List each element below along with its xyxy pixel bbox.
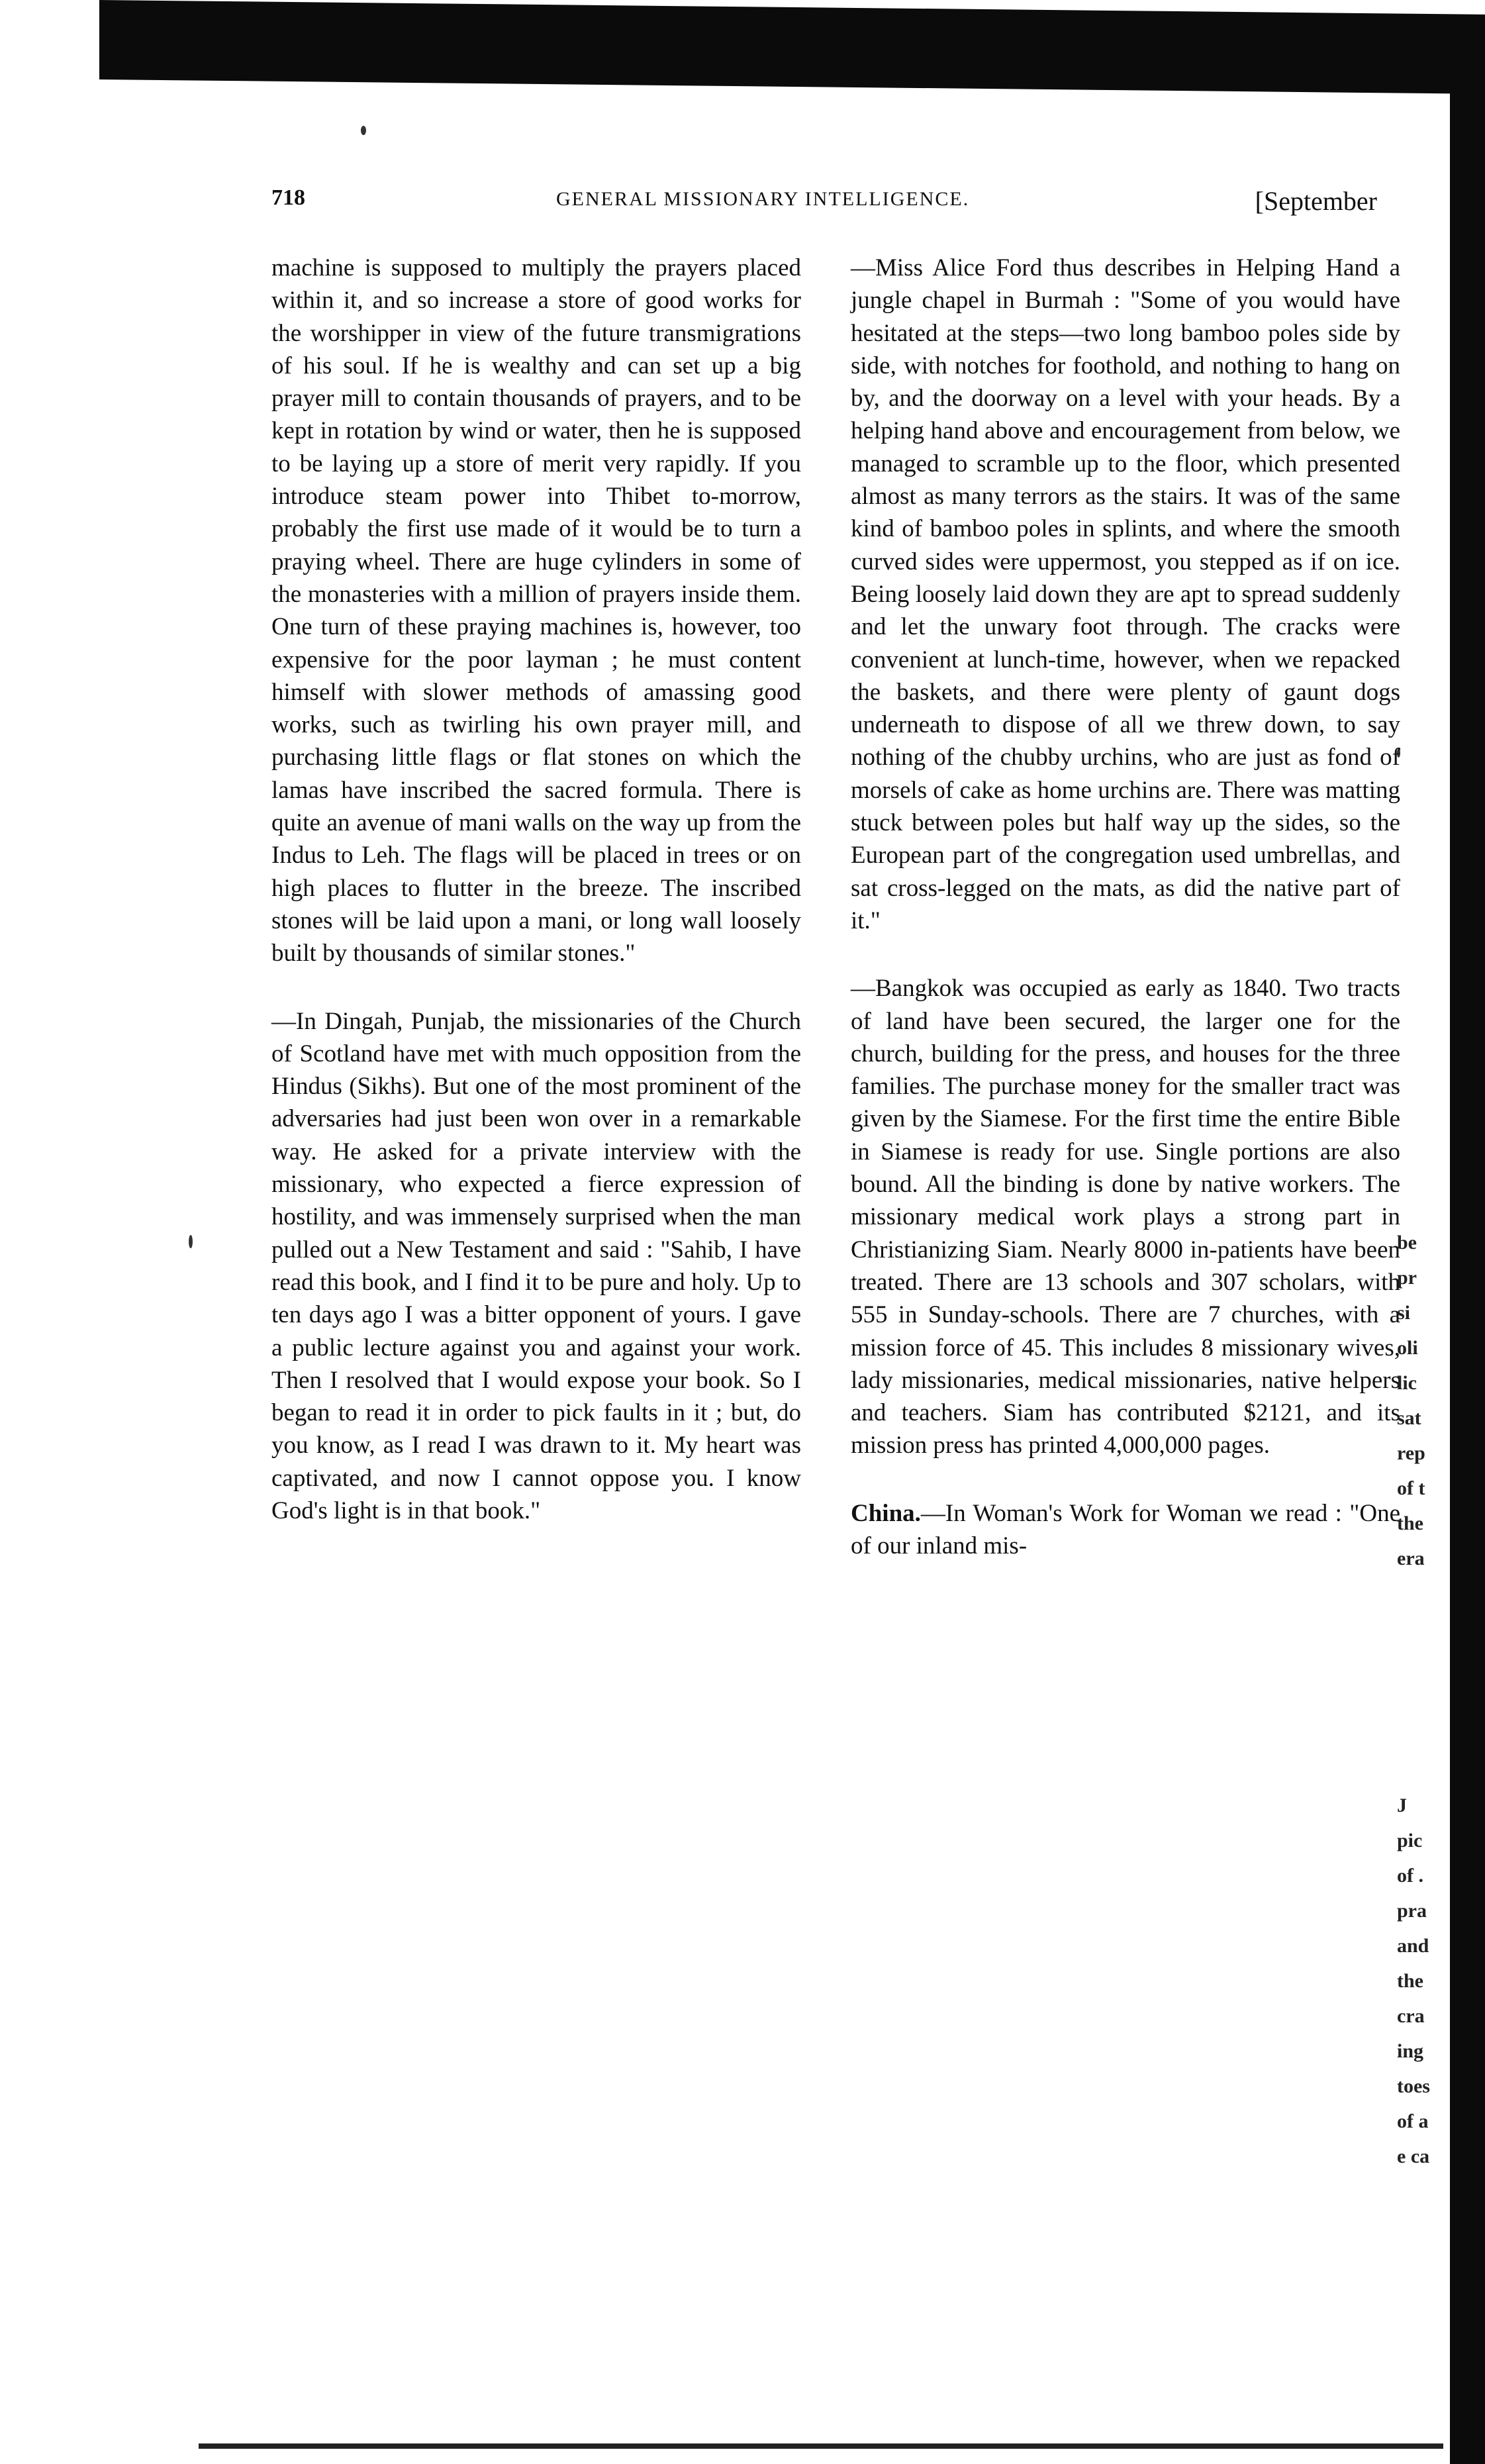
paragraph-china: [851, 1497, 1400, 1563]
edge-fragment: of t: [1397, 1477, 1425, 1499]
paragraph-prayer-mills: machine is supposed to multiply the prayers placed within it, and so increase a store of good works for the worshipper in view of the future transmigrations of his soul. If he is wealthy and can set up a big prayer mill to contain thousands of prayers, and to be kept in rotation by wind or water, then he is supposed to be laying up a store of merit very rapidly. If you introduce steam power into Thibet to-morrow, probably the first use made of it would be to turn a praying wheel. There are huge cylinders in some of the monasteries with a million of prayers inside them. One turn of these praying machines is, however, too expensive for the poor layman ; he must content himself with slower methods of amassing good works, such as twirling his own prayer mill, and purchasing little flags or flat stones on which the lamas have inscribed the sacred formula. There is quite an avenue of mani walls on the way up from the Indus to Leh. The flags will be placed in trees or on high places to flutter in the breeze. The inscribed stones will be laid upon a mani, or long wall loosely built by thousands of similar stones.": [271, 254, 801, 967]
scan-speck: [189, 1235, 193, 1248]
edge-fragment: ing: [1397, 2040, 1424, 2062]
scan-speck: [361, 126, 366, 135]
left-column: [271, 252, 801, 1527]
edge-fragment: of .: [1397, 1865, 1423, 1887]
edge-fragment: si: [1397, 1302, 1411, 1324]
scan-shadow-top: [99, 0, 1485, 94]
scan-shadow-bottom: [199, 2443, 1443, 2449]
scan-shadow-right: [1450, 53, 1485, 2464]
right-column: [851, 252, 1400, 1562]
edge-fragment: pr: [1397, 1267, 1417, 1289]
edge-fragment: the: [1397, 1970, 1423, 1992]
edge-fragment: and: [1397, 1935, 1429, 1957]
paragraph-bangkok-mission: —Bangkok was occupied as early as 1840. Two tracts of land have been secured, the larger one for the church, building for the press, and houses for the three families. The purchase money for the smaller tract was given by the Siamese. For the first time the entire Bible in Siamese is ready for use. Single portions are also bound. All the binding is done by native workers. The missionary medical work plays a strong part in Christianizing Siam. Nearly 8000 in-patients have been treated. There are 13 schools and 307 scholars, with 555 in Sunday-schools. There are 7 churches, with a mission force of 45. This includes 8 missionary wives, lady missionaries, medical missionaries, native helpers and teachers. Siam has contributed $2121, and its mission press has printed 4,000,000 pages.: [851, 975, 1400, 1459]
edge-fragment: toes: [1397, 2075, 1430, 2097]
edge-fragment: cra: [1397, 2005, 1425, 2027]
edge-fragments-upper: [1397, 1225, 1447, 1576]
running-header: [271, 185, 1377, 225]
paragraph-burmah-jungle-chapel: —Miss Alice Ford thus describes in Helping Hand a jungle chapel in Burmah : "Some of you would have hesitated at the steps—two long bamboo poles side by side, with notches for foothold, and nothing to hang on by, and the doorway on a level with your heads. By a helping hand above and encouragement from below, we managed to scramble up to the floor, which presented almost as many terrors as the stairs. It was of the same kind of bamboo poles in splints, and where the smooth curved sides were uppermost, you stepped as if on ice. Being loosely laid down they are apt to spread suddenly and let the unwary foot through. The cracks were convenient at lunch-time, however, when we repacked the baskets, and there were plenty of gaunt dogs underneath to dispose of all we threw down, to say nothing of the chubby urchins, who are just as fond of morsels of cake as home urchins are. There was matting stuck between poles but half way up the sides, so the European part of the congregation used umbrellas, and sat cross-legged on the mats, as did the native part of it.": [851, 254, 1400, 934]
edge-fragment: J: [1397, 1795, 1407, 1816]
edge-fragment: pra: [1397, 1900, 1427, 1922]
edge-fragment: the: [1397, 1512, 1423, 1534]
running-month: [September: [1255, 186, 1377, 216]
page: [271, 185, 1400, 2410]
edge-fragment: sat: [1397, 1407, 1421, 1429]
edge-fragment: pic: [1397, 1830, 1423, 1851]
page-number: 718: [271, 185, 305, 210]
running-title: GENERAL MISSIONARY INTELLIGENCE.: [556, 188, 970, 210]
edge-fragment: era: [1397, 1548, 1425, 1569]
edge-fragment: be: [1397, 1232, 1417, 1254]
china-text: —In Woman's Work for Woman we read : "One of our inland mis-: [851, 1499, 1400, 1559]
edge-fragment: rep: [1397, 1442, 1425, 1464]
paragraph-dingah-punjab: —In Dingah, Punjab, the missionaries of the Church of Scotland have met with much opposition from the Hindus (Sikhs). But one of the most prominent of the adversaries had just been won over in a remarkable way. He asked for a private interview with the missionary, who expected a fierce expression of hostility, and was immensely surprised when the man pulled out a New Testament and said : "Sahib, I have read this book, and I find it to be pure and holy. Up to ten days ago I was a bitter opponent of yours. I gave a public lecture against you and against your work. Then I resolved that I would expose your book. So I began to read it in order to pick faults in it ; but, do you know, as I read I was drawn to it. My heart was captivated, and now I cannot oppose you. I know God's light is in that book.": [271, 1007, 801, 1524]
edge-fragment: of a: [1397, 2110, 1429, 2132]
china-lead: China.: [851, 1499, 921, 1527]
edge-fragment: oli: [1397, 1337, 1418, 1359]
edge-fragment: e ca: [1397, 2145, 1430, 2167]
edge-fragments-lower: [1397, 1788, 1447, 2174]
edge-fragment: lic: [1397, 1372, 1417, 1394]
